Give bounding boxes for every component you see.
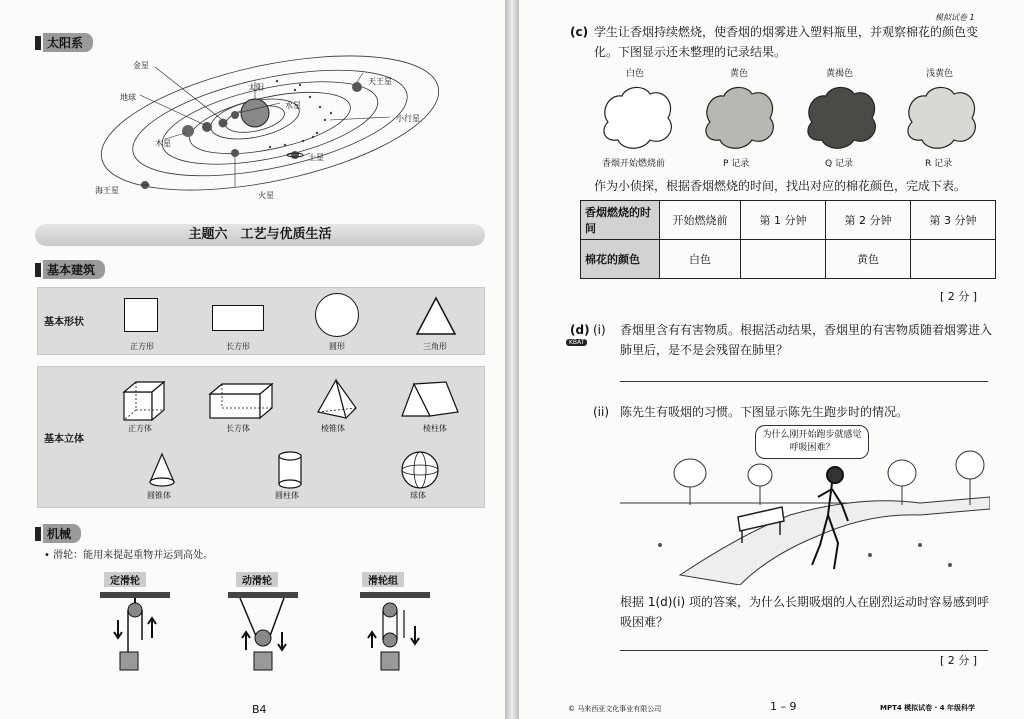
table-cell: 开始燃烧前 — [660, 201, 741, 240]
caption-cylinder: 圆柱体 — [275, 491, 299, 500]
cotton-yellow-icon — [700, 82, 780, 154]
book-gutter — [505, 0, 519, 719]
label-earth: 地球 — [120, 93, 136, 102]
caption-cone: 圆锥体 — [147, 491, 171, 500]
mars-icon — [231, 149, 239, 157]
cotton-bottom-3: R 记录 — [925, 159, 953, 169]
movable-pulley-label: 动滑轮 — [236, 572, 278, 587]
cotton-light-yellow-icon — [902, 82, 982, 154]
kbat-badge: KBAT — [566, 339, 587, 346]
footer-publisher: © 马来西亚文化事业有限公司 — [568, 705, 662, 713]
solar-system-heading: 太阳系 — [35, 33, 93, 52]
table-cell: 黄色 — [826, 240, 911, 279]
question-d-ii-ask: 根据 1(d)(i) 项的答案，为什么长期吸烟的人在剧烈运动时容易感到呼吸困难？ — [620, 595, 989, 629]
label-saturn: 土星 — [308, 153, 324, 162]
label-uranus: 天王星 — [368, 77, 392, 86]
label-asteroid: 小行星 — [396, 114, 420, 123]
question-d-ii-num: (ii) — [593, 405, 610, 419]
speech-bubble: 为什么刚开始跑步就感觉呼吸困难？ — [755, 425, 869, 459]
table-cell: 香烟燃烧的时间 — [581, 201, 660, 240]
caption-pyramid: 棱锥体 — [321, 424, 345, 433]
prism-icon — [400, 380, 460, 420]
answer-line-d-i[interactable] — [620, 381, 988, 382]
cotton-top-2: 黄褐色 — [826, 69, 854, 79]
solids-label: 基本立体 — [44, 434, 84, 445]
caption-sphere: 球体 — [410, 491, 426, 500]
caption-square: 正方形 — [130, 342, 154, 351]
running-header: 模拟试卷 1 — [935, 13, 975, 22]
basic-build-heading: 基本建筑 — [35, 260, 105, 279]
table-row — [581, 240, 996, 279]
cone-icon — [148, 452, 176, 488]
marks-c: [ 2 分 ] — [940, 290, 978, 303]
movable-pulley-icon — [228, 590, 298, 680]
question-c-marker: (c) — [570, 25, 589, 39]
page-number-left: B4 — [252, 703, 267, 716]
fixed-pulley-icon — [100, 590, 170, 680]
cotton-bottom-2: Q 记录 — [825, 159, 853, 169]
table-row — [581, 201, 996, 240]
shapes-label: 基本形状 — [44, 317, 84, 328]
question-d-ii-text: 陈先生有吸烟的习惯。下图显示陈先生跑步时的情况。 — [620, 405, 909, 419]
question-d-i-text: 香烟里含有有害物质。根据活动结果，香烟里的有害物质随着烟雾进入肺里后，是不是会残留在肺里？ — [620, 323, 993, 357]
saturn-icon — [291, 151, 299, 159]
marks-d: [ 2 分 ] — [940, 654, 978, 667]
cylinder-icon — [276, 450, 304, 490]
question-c-text: 学生让香烟持续燃烧，使香烟的烟雾进入塑料瓶里，并观察棉花的颜色变化。下图显示还未整理的记录结果。 — [594, 25, 979, 59]
rectangle-shape — [212, 305, 264, 331]
pyramid-icon — [316, 378, 358, 420]
cotton-top-1: 黄色 — [730, 69, 749, 79]
sphere-icon — [400, 450, 440, 490]
label-mars: 火星 — [258, 191, 274, 200]
table-cell: 第 2 分钟 — [826, 201, 911, 240]
earth-icon — [202, 122, 212, 132]
caption-cube: 正方体 — [128, 424, 152, 433]
uranus-icon — [352, 82, 362, 92]
cuboid-icon — [208, 382, 274, 420]
table-cell: 棉花的颜色 — [581, 240, 660, 279]
label-sun: 太阳 — [248, 83, 264, 92]
mercury-icon — [231, 111, 239, 119]
machine-heading: 机械 — [35, 524, 81, 543]
cotton-bottom-1: P 记录 — [723, 159, 750, 169]
cotton-white-icon — [598, 82, 678, 154]
triangle-shape — [415, 296, 457, 336]
table-cell: 第 1 分钟 — [741, 201, 826, 240]
pulley-system-label: 滑轮组 — [362, 572, 404, 587]
jupiter-icon — [182, 125, 194, 137]
table-cell: 第 3 分钟 — [911, 201, 996, 240]
table-cell: 白色 — [660, 240, 741, 279]
page-number-right: 1 – 9 — [770, 700, 797, 713]
label-neptune: 海王星 — [95, 186, 119, 195]
caption-prism: 棱柱体 — [423, 424, 447, 433]
cotton-top-0: 白色 — [626, 69, 645, 79]
fixed-pulley-label: 定滑轮 — [104, 572, 146, 587]
left-page — [0, 0, 505, 719]
cube-icon — [122, 380, 166, 422]
question-d-i-num: (i) — [593, 323, 606, 337]
label-jupiter: 木星 — [155, 139, 171, 148]
caption-rectangle: 长方形 — [226, 342, 250, 351]
theme-title: 主题六 工艺与优质生活 — [35, 224, 485, 246]
question-d-marker: (d) — [570, 323, 590, 337]
answer-cell-minute-1[interactable] — [741, 240, 826, 279]
caption-cuboid: 长方体 — [226, 424, 250, 433]
label-mercury: 水星 — [285, 101, 301, 110]
cotton-brown-icon — [802, 82, 882, 154]
answer-cell-minute-3[interactable] — [911, 240, 996, 279]
caption-circle: 圆形 — [329, 342, 345, 351]
label-venus: 金星 — [133, 61, 149, 70]
circle-shape — [315, 293, 359, 337]
caption-triangle: 三角形 — [423, 342, 447, 351]
square-shape — [124, 298, 158, 332]
cotton-bottom-0: 香烟开始燃烧前 — [602, 159, 666, 169]
venus-icon — [219, 119, 228, 128]
table-instruction: 作为小侦探，根据香烟燃烧的时间，找出对应的棉花颜色，完成下表。 — [594, 179, 967, 193]
sun-icon — [241, 99, 269, 127]
pulley-system-icon — [360, 590, 430, 680]
cotton-top-3: 浅黄色 — [926, 69, 954, 79]
record-table — [580, 200, 996, 279]
answer-line-d-ii[interactable] — [620, 650, 988, 651]
footer-series: MPT4 模拟试卷 · 4 年级科学 — [880, 704, 976, 712]
pulley-description: • 滑轮：能用来提起重物并运到高处。 — [44, 550, 214, 561]
